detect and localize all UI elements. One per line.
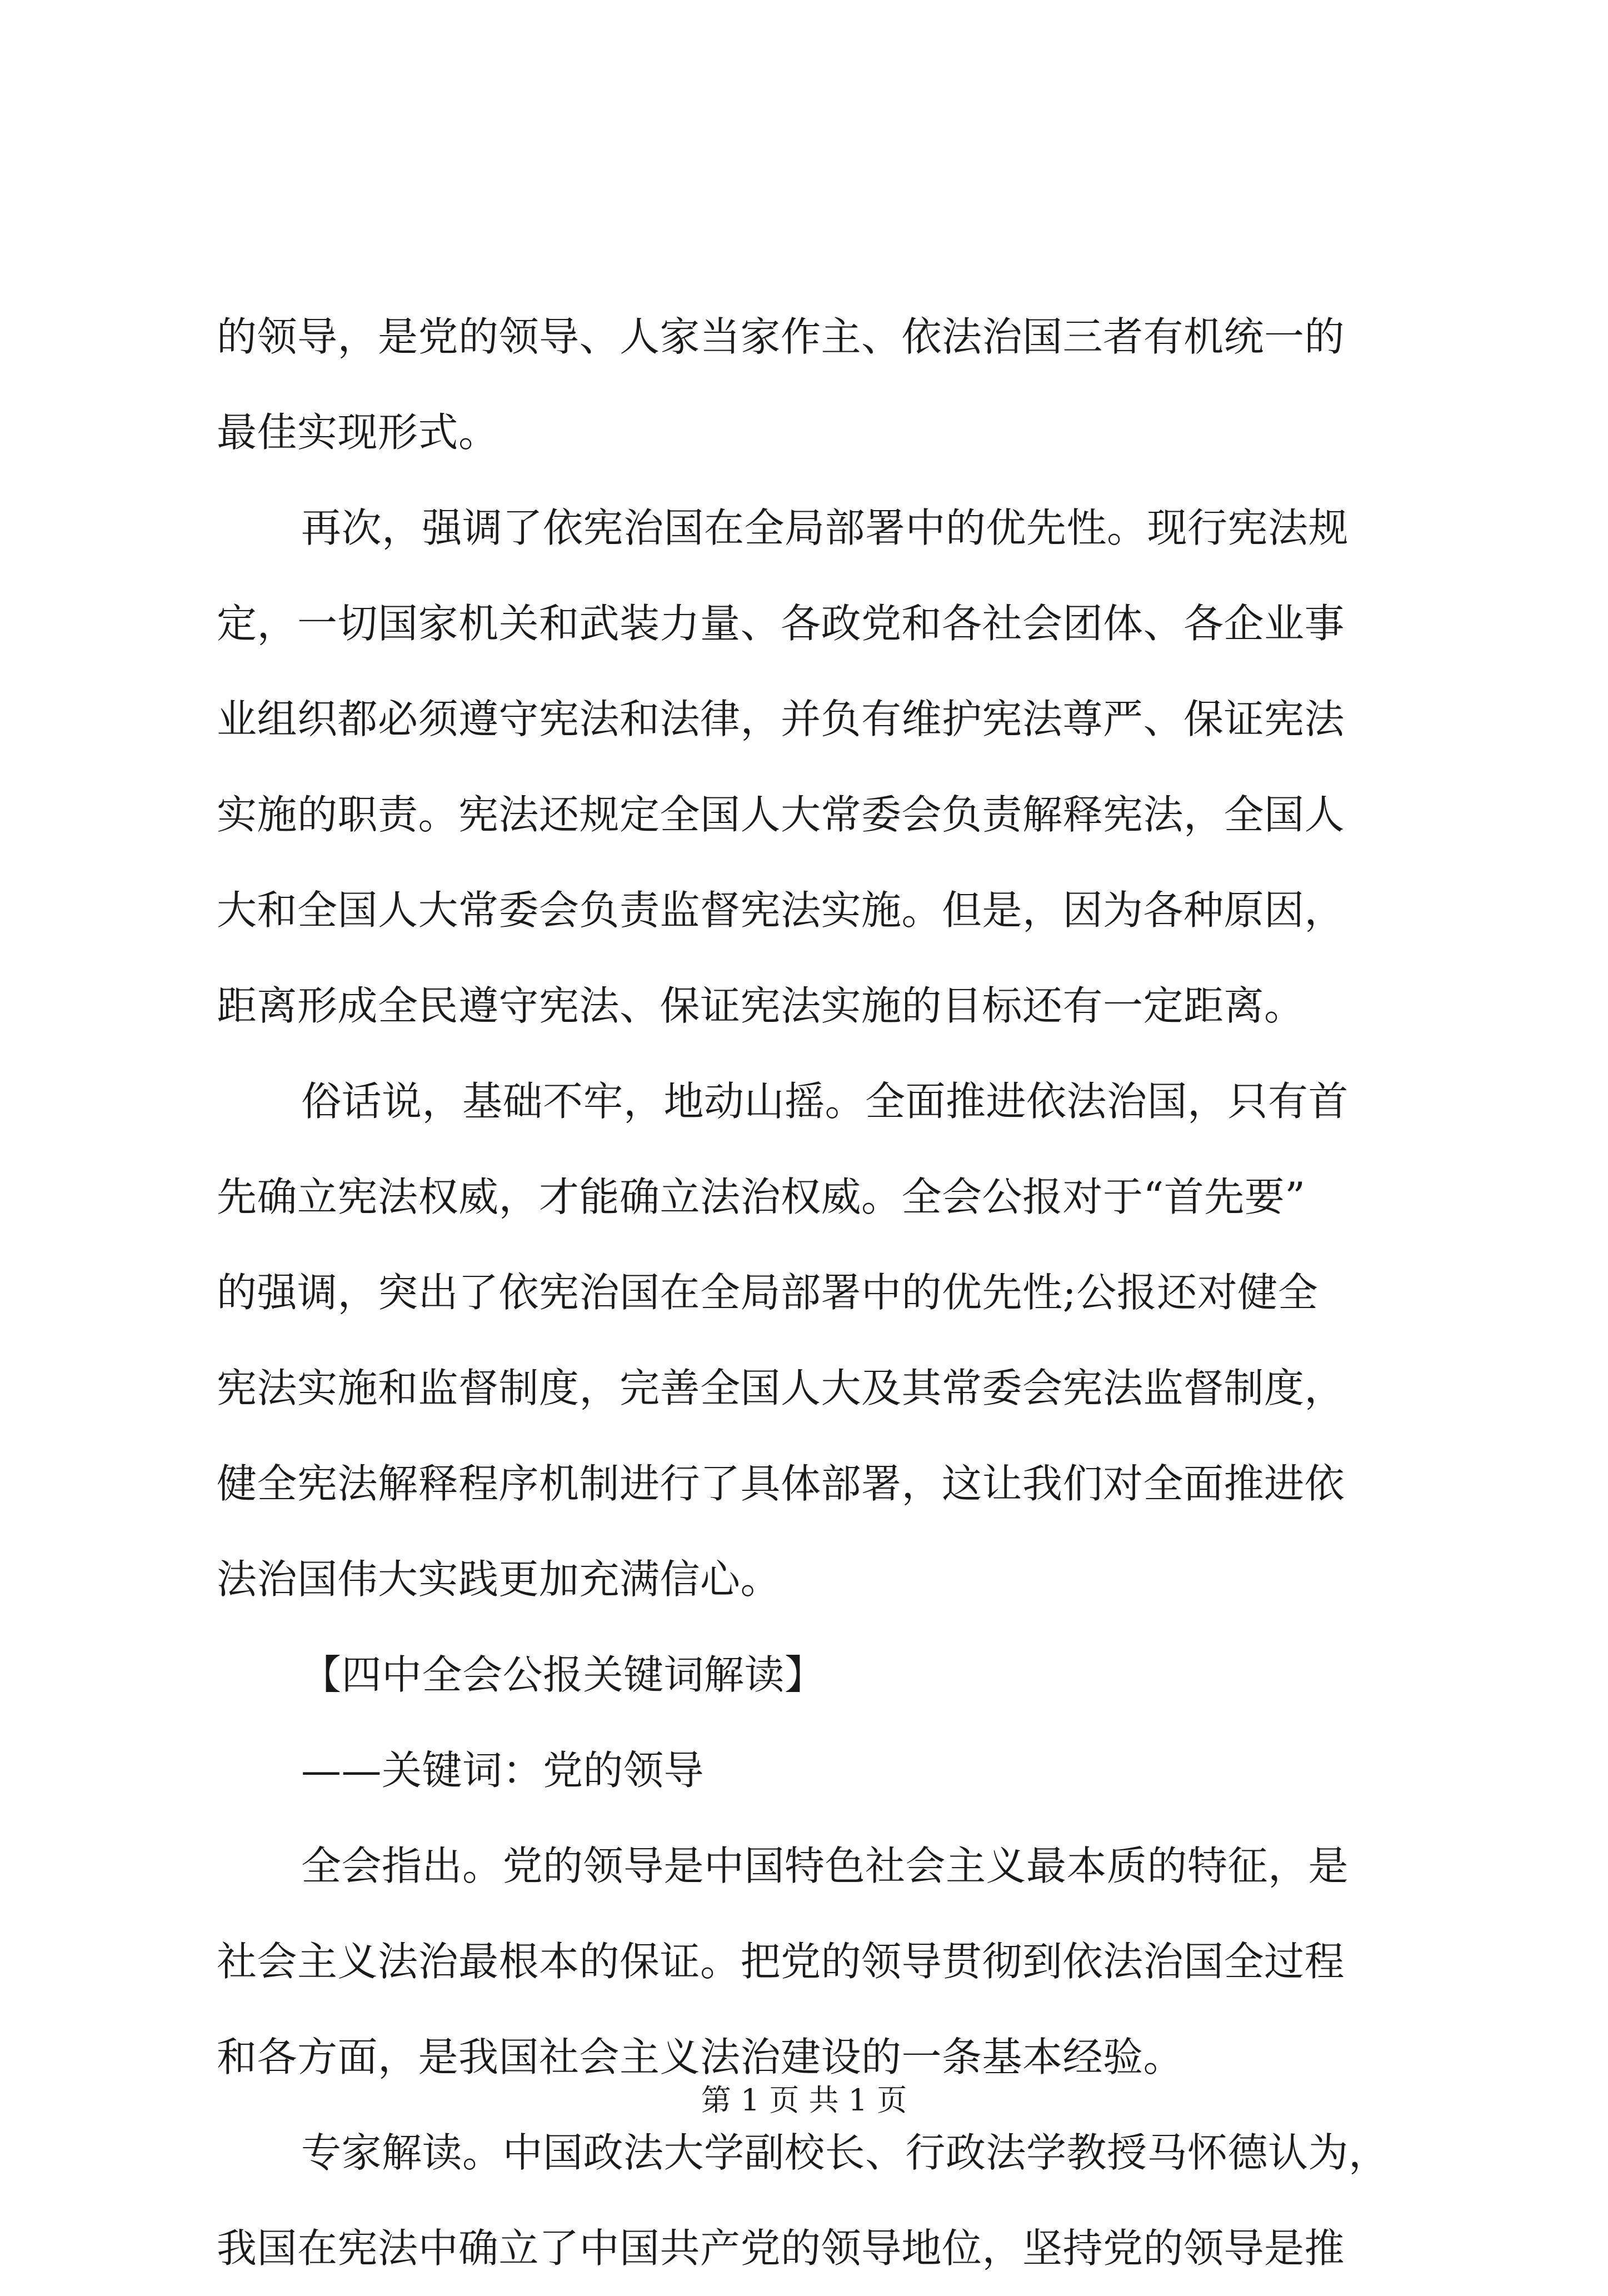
text-line: 最佳实现形式。 [217,409,499,456]
paragraph-start-line: 再次，强调了依宪治国在全局部署中的优先性。现行宪法规 [301,505,1349,551]
text-line: 的强调，突出了依宪治国在全局部署中的优先性;公报还对健全 [217,1269,1319,1316]
text-line: 实施的职责。宪法还规定全国人大常委会负责解释宪法，全国人 [217,791,1345,838]
document-body [217,289,1411,2296]
text-line: 社会主义法治最根本的保证。把党的领导贯彻到依法治国全过程 [217,1938,1345,1985]
text-line: 我国在宪法中确立了中国共产党的领导地位，坚持党的领导是推 [217,2225,1345,2272]
text-line: 定，一切国家机关和武装力量、各政党和各社会团体、各企业事 [217,600,1345,647]
text-line: 业组织都必须遵守宪法和法律，并负有维护宪法尊严、保证宪法 [217,696,1345,742]
page-number-footer: 第 1 页 共 1 页 [701,2083,907,2118]
paragraph-start-line: 俗话说，基础不牢，地动山摇。全面推进依法治国，只有首 [301,1078,1349,1125]
text-line: 健全宪法解释程序机制进行了具体部署，这让我们对全面推进依 [217,1460,1345,1507]
text-line: 法治国伟大实践更加充满信心。 [217,1556,781,1603]
paragraph-start-line: 全会指出。党的领导是中国特色社会主义最本质的特征，是 [301,1843,1349,1889]
keyword-heading: ——关键词：党的领导 [301,1747,705,1794]
text-line: 的领导，是党的领导、人家当家作主、依法治国三者有机统一的 [217,313,1345,360]
paragraph-start-line: 专家解读。中国政法大学副校长、行政法学教授马怀德认为， [301,2129,1389,2176]
text-line: 距离形成全民遵守宪法、保证宪法实施的目标还有一定距离。 [217,982,1305,1029]
section-heading: 【四中全会公报关键词解读】 [301,1651,825,1698]
text-line: 先确立宪法权威，才能确立法治权威。全会公报对于“首先要” [217,1174,1306,1220]
text-line: 大和全国人大常委会负责监督宪法实施。但是，因为各种原因， [217,887,1345,934]
text-line: 和各方面，是我国社会主义法治建设的一条基本经验。 [217,2034,1184,2080]
text-line: 宪法实施和监督制度，完善全国人大及其常委会宪法监督制度， [217,1365,1345,1411]
